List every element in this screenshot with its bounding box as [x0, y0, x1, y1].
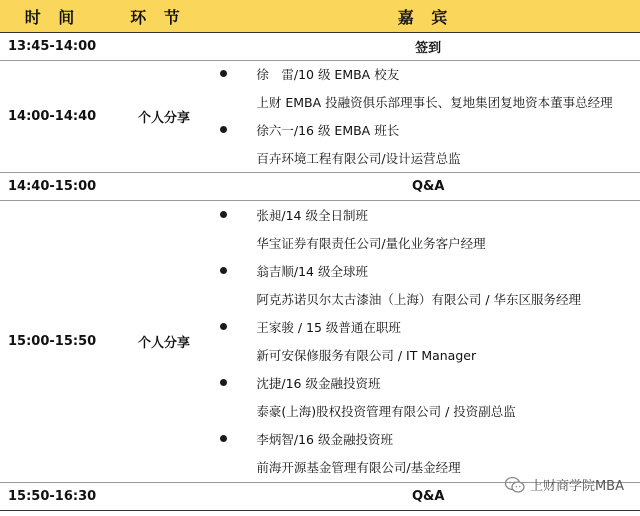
- table-row: [0, 172, 640, 200]
- list-item: [216, 341, 640, 369]
- watermark-text: 上财商学院MBA: [529, 479, 624, 494]
- list-item: [216, 201, 640, 229]
- guest-name: 李炳智/16 级金融投资班: [256, 432, 393, 447]
- guest-name: 徐 雷/10 级 EMBA 校友: [256, 67, 400, 82]
- guest-title: 阿克苏诺贝尔太古漆油（上海）有限公司 / 华东区服务经理: [256, 292, 582, 307]
- guest-name: 徐六一/16 级 EMBA 班长: [256, 123, 400, 138]
- guest-title: 百卉环境工程有限公司/设计运营总监: [256, 151, 461, 166]
- row-divider: [0, 200, 640, 201]
- table-row: [0, 200, 640, 482]
- row-time: 15:00-15:50: [8, 333, 97, 349]
- header-time: 时 间: [24, 7, 81, 27]
- table-header: [0, 0, 640, 32]
- guest-name: 翁吉顺/14 级全球班: [256, 264, 368, 279]
- list-item: [216, 229, 640, 257]
- guest-title: 上财 EMBA 投融资俱乐部理事长、复地集团复地资本董事总经理: [256, 95, 613, 110]
- list-item: [216, 257, 640, 285]
- list-item: [216, 116, 640, 144]
- guest-name: 王家骏 / 15 级普通在职班: [256, 320, 401, 335]
- list-item: [216, 88, 640, 116]
- guest-title: 前海开源基金管理有限公司/基金经理: [256, 460, 461, 475]
- row-divider: [0, 60, 640, 61]
- table-row: [0, 60, 640, 172]
- list-item: [216, 60, 640, 88]
- list-item: [216, 313, 640, 341]
- row-divider: [0, 172, 640, 173]
- guest-title: 新可安保修服务有限公司 / IT Manager: [256, 348, 477, 363]
- list-item: [216, 397, 640, 425]
- list-item: [216, 285, 640, 313]
- guest-title: 泰豪(上海)股权投资管理有限公司 / 投资副总监: [256, 404, 516, 419]
- guest-name: 张昶/14 级全日制班: [256, 208, 368, 223]
- list-item: [216, 425, 640, 453]
- row-session: 个人分享: [138, 110, 191, 126]
- row-time: 14:00-14:40: [8, 108, 97, 124]
- table-row: [0, 32, 640, 60]
- row-time: 14:40-15:00: [8, 178, 97, 194]
- guest-name: 沈捷/16 级金融投资班: [256, 376, 381, 391]
- list-item: [216, 144, 640, 172]
- guest-title: 华宝证券有限责任公司/量化业务客户经理: [256, 236, 486, 251]
- header-guests: 嘉 宾: [397, 7, 454, 27]
- row-event: 签到: [415, 40, 442, 56]
- row-event: Q&A: [411, 488, 445, 504]
- row-session: 个人分享: [138, 335, 191, 351]
- wechat-icon: [504, 476, 526, 494]
- header-session: 环 节: [130, 7, 186, 27]
- watermark: [504, 475, 624, 494]
- row-time: 15:50-16:30: [8, 488, 97, 504]
- list-item: [216, 369, 640, 397]
- row-divider: [0, 32, 640, 33]
- row-time: 13:45-14:00: [8, 38, 97, 54]
- guest-list: [216, 60, 640, 172]
- guest-list: [216, 201, 640, 481]
- row-divider: [0, 510, 640, 511]
- row-event: Q&A: [411, 178, 445, 194]
